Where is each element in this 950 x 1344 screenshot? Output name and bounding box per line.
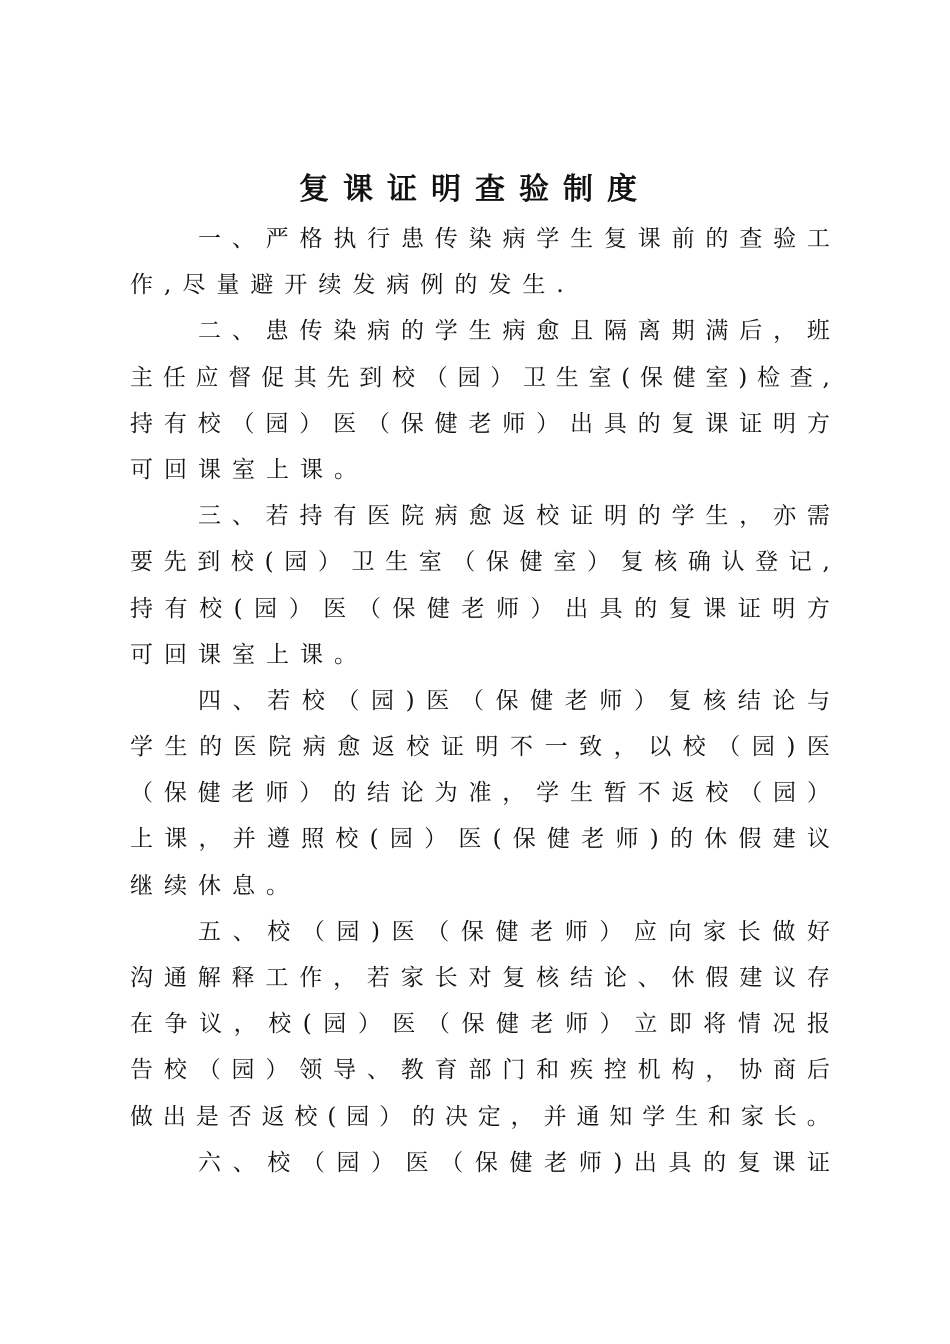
paragraph-line: 持 有 校 （ 园 ） 医 （ 保 健 老 师 ） 出 具 的 复 课 证 明 方 — [130, 410, 830, 437]
paragraph-line: 二 、 患 传 染 病 的 学 生 病 愈 且 隔 离 期 满 后 ， 班 — [198, 318, 830, 345]
paragraph-line: 主 任 应 督 促 其 先 到 校 （ 园 ） 卫 生 室 ( 保 健 室 ) 检 查 , — [130, 364, 830, 391]
paragraph-line: 五 、 校 （ 园 ) 医 （ 保 健 老 师 ） 应 向 家 长 做 好 — [198, 918, 830, 945]
paragraph-line: 做 出 是 否 返 校 ( 园 ） 的 决 定 ， 并 通 知 学 生 和 家 长 。 — [130, 1103, 830, 1130]
paragraph-line: 一 、 严 格 执 行 患 传 染 病 学 生 复 课 前 的 查 验 工 — [198, 226, 830, 252]
paragraph-line: 持 有 校 ( 园 ） 医 （ 保 健 老 师 ） 出 具 的 复 课 证 明 方 — [130, 595, 830, 622]
paragraph-line: 三 、 若 持 有 医 院 病 愈 返 校 证 明 的 学 生 ， 亦 需 — [198, 503, 830, 530]
paragraph-line: 要 先 到 校 ( 园 ） 卫 生 室 （ 保 健 室 ） 复 核 确 认 登 记 , — [130, 549, 830, 576]
paragraph-line: 可 回 课 室 上 课 。 — [130, 456, 357, 483]
paragraph-line: 六 、 校 （ 园 ） 医 （ 保 健 老 师 ) 出 具 的 复 课 证 — [198, 1149, 830, 1176]
paragraph-line: 继 续 休 息 。 — [130, 872, 289, 899]
paragraph-line: 告 校 （ 园 ） 领 导 、 教 育 部 门 和 疾 控 机 构 ， 协 商 后 — [130, 1057, 830, 1084]
paragraph-line: 在 争 议 ， 校 ( 园 ） 医 （ 保 健 老 师 ） 立 即 将 情 况 报 — [130, 1011, 830, 1038]
paragraph-line: 上 课 ， 并 遵 照 校 ( 园 ） 医 ( 保 健 老 师 ) 的 休 假 建 议 — [130, 826, 830, 853]
document-title: 复课证明查验制度 — [299, 172, 651, 207]
paragraph-line: 可 回 课 室 上 课 。 — [130, 641, 357, 668]
paragraph-line: 作 , 尽 量 避 开 续 发 病 例 的 发 生 . — [130, 272, 564, 299]
document-body — [130, 216, 830, 1186]
paragraph-line: （ 保 健 老 师 ） 的 结 论 为 准 ， 学 生 暂 不 返 校 （ 园 ） — [130, 780, 830, 807]
paragraph-line: 沟 通 解 释 工 作 ， 若 家 长 对 复 核 结 论 、 休 假 建 议 存 — [130, 965, 830, 991]
paragraph-line: 四 、 若 校 （ 园 ) 医 （ 保 健 老 师 ） 复 核 结 论 与 — [198, 687, 830, 714]
paragraph-line: 学 生 的 医 院 病 愈 返 校 证 明 不 一 致 ， 以 校 （ 园 ) 医 — [130, 734, 830, 761]
